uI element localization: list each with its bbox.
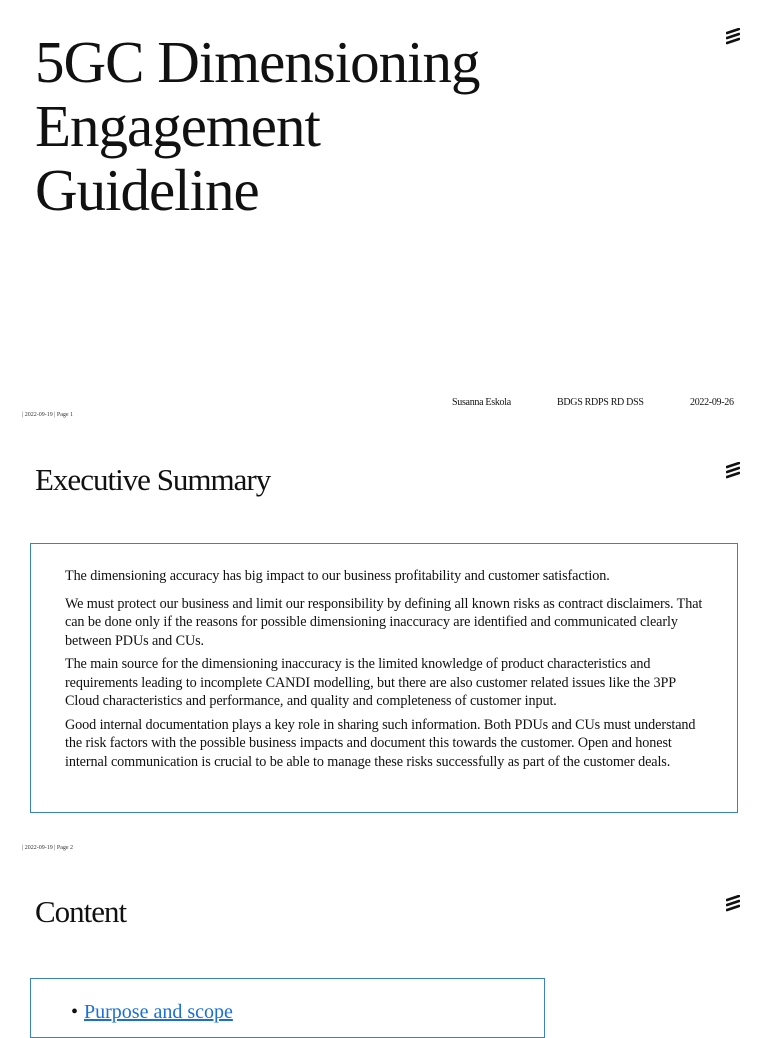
department-label: BDGS RDPS RD DSS <box>557 397 644 408</box>
ericsson-logo-icon <box>726 462 740 480</box>
summary-paragraph: The main source for the dimensioning inaccuracy is the limited knowledge of product characteristics and requirements leading to incomplete CANDI modelling, but there are also customer related issues like the 3PP Cloud characteristics and performance, and quality and completeness of customer input. <box>65 656 676 709</box>
executive-summary-slide <box>0 440 768 860</box>
main-title-line-3: Guideline <box>35 157 259 223</box>
slide-title: Content <box>35 894 127 929</box>
bullet-icon: • <box>71 1001 79 1023</box>
summary-text-box <box>30 543 738 813</box>
slide-title: Executive Summary <box>35 462 271 497</box>
ericsson-logo-icon <box>726 28 740 46</box>
author-name: Susanna Eskola <box>452 397 511 408</box>
content-list-item <box>71 1001 233 1024</box>
content-slide <box>0 870 768 1024</box>
main-title-line-2: Engagement <box>35 93 320 159</box>
purpose-and-scope-link[interactable]: Purpose and scope <box>84 1001 233 1023</box>
slide-footer: | 2022-09-19 | Page 2 <box>22 845 74 851</box>
ericsson-logo-icon <box>726 895 740 913</box>
content-list-box <box>30 978 545 1038</box>
summary-paragraph: We must protect our business and limit our responsibility by defining all known risks as contract disclaimers. That can be done only if the reasons for possible dimensioning inaccuracy are identified and communicated clearly between PDUs and CUs. <box>65 595 703 649</box>
title-slide <box>0 0 768 430</box>
summary-paragraph: The dimensioning accuracy has big impact to our business profitability and customer satisfaction. <box>65 568 610 584</box>
document-date: 2022-09-26 <box>690 397 734 408</box>
main-title <box>35 30 480 222</box>
main-title-line-1: 5GC Dimensioning <box>35 29 480 95</box>
summary-paragraph: Good internal documentation plays a key role in sharing such information. Both PDUs and CUs must understand the risk factors with the possible business impacts and document this towards the customer. Open and honest internal communication is crucial to be able to manage these risks successfully as part of the customer deals. <box>65 716 696 770</box>
slide-footer: | 2022-09-19 | Page 1 <box>22 412 74 418</box>
